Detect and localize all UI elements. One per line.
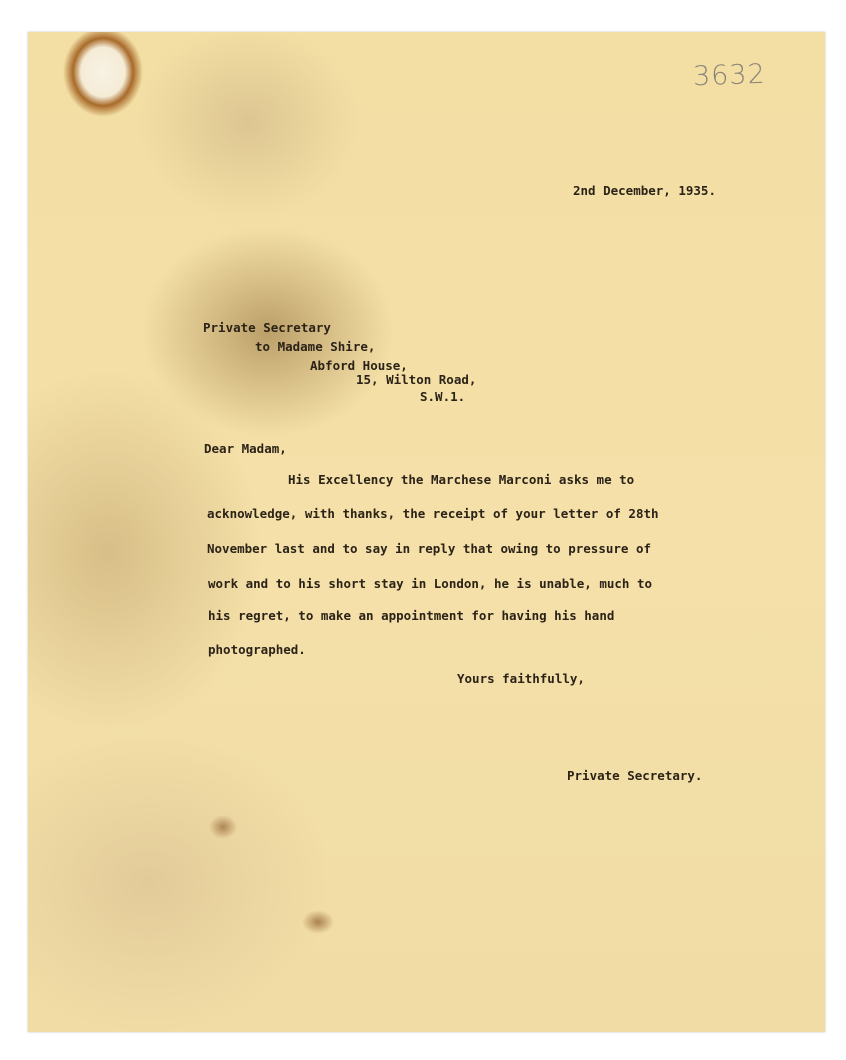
body-line: photographed. (208, 642, 306, 657)
recipient-line-1: Private Secretary (203, 320, 331, 335)
salutation: Dear Madam, (204, 441, 287, 456)
body-line: acknowledge, with thanks, the receipt of your letter of 28th (207, 506, 659, 521)
body-line: his regret, to make an appointment for having his hand (208, 608, 615, 623)
body-line: work and to his short stay in London, he is unable, much to (208, 576, 653, 591)
body-line: November last and to say in reply that owing to pressure of (207, 541, 652, 556)
recipient-line-2: to Madame Shire, (255, 339, 376, 354)
closing: Yours faithfully, (457, 671, 585, 686)
letter-date: 2nd December, 1935. (573, 183, 716, 198)
recipient-line-3: Abford House, (310, 358, 408, 373)
recipient-line-4: 15, Wilton Road, (356, 372, 477, 387)
burn-damage (48, 32, 158, 132)
signature-block: Private Secretary. (567, 768, 703, 783)
body-line: His Excellency the Marchese Marconi asks me to (288, 472, 635, 487)
letter-page (28, 32, 825, 1032)
catalog-number: 3632 (692, 58, 767, 93)
recipient-line-5: S.W.1. (420, 389, 466, 404)
